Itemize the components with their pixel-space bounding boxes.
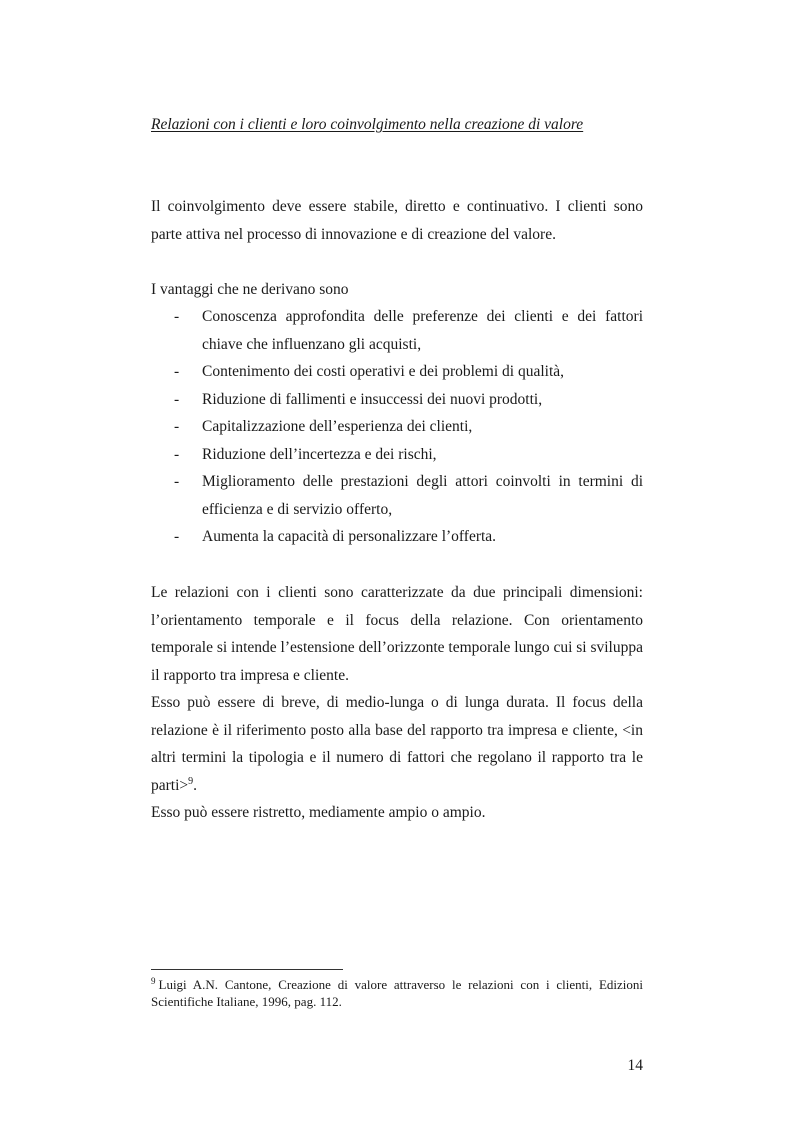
- dimensions-text-2-body: Esso può essere di breve, di medio-lunga o di lunga durata. Il focus della relazione è il riferimento posto alla base del rapporto tra impresa e cliente, <in altri termini la tipologia e il numero di fattori che regolano il rapporto tra le parti>: [151, 694, 643, 794]
- list-item: [151, 468, 643, 523]
- footnote-reference[interactable]: 9: [188, 775, 194, 787]
- bullet-dash: -: [174, 390, 180, 408]
- bullet-dash: -: [174, 418, 180, 435]
- footnote-text: Luigi A.N. Cantone, Creazione di valore attraverso le relazioni con i clienti, Edizioni Scientifiche Italiane, 1996, pag. 112.: [151, 977, 643, 1009]
- list-item: [151, 441, 643, 469]
- bullet-dash: -: [174, 528, 180, 545]
- advantages-list: [151, 303, 643, 551]
- bullet-dash: -: [174, 445, 180, 463]
- list-item-text: Contenimento dei costi operativi e dei problemi di qualità,: [202, 363, 565, 380]
- footnote: [151, 976, 643, 1010]
- list-item-text: Conoscenza approfondita delle preferenze dei clienti e dei fattori chiave che influenzano gli acquisti,: [202, 308, 643, 353]
- list-item: [151, 386, 643, 414]
- dimensions-text-2-end: .: [193, 776, 198, 794]
- bullet-dash: -: [174, 473, 180, 490]
- list-item-text: Riduzione dell’incertezza e dei rischi,: [202, 445, 437, 463]
- bullet-dash: -: [174, 308, 180, 325]
- list-item: [151, 523, 643, 551]
- bullet-dash: -: [174, 363, 180, 380]
- list-item-text: Aumenta la capacità di personalizzare l’offerta.: [202, 528, 497, 545]
- section-heading: Relazioni con i clienti e loro coinvolgimento nella creazione di valore: [151, 116, 584, 133]
- dimensions-text-3: Esso può essere ristretto, mediamente ampio o ampio.: [151, 804, 486, 821]
- paragraph-dimensions: [151, 579, 643, 827]
- list-item: [151, 413, 643, 441]
- list-item: [151, 358, 643, 386]
- page-number: 14: [627, 1057, 643, 1074]
- dimensions-text-2: [151, 689, 643, 799]
- footnote-separator: [151, 969, 343, 970]
- list-item-text: Capitalizzazione dell’esperienza dei clienti,: [202, 418, 473, 435]
- paragraph-involvement: Il coinvolgimento deve essere stabile, diretto e continuativo. I clienti sono parte attiva nel processo di innovazione e di creazione del valore.: [151, 198, 643, 243]
- list-item-text: Riduzione di fallimenti e insuccessi dei nuovi prodotti,: [202, 390, 543, 408]
- list-item-text: Miglioramento delle prestazioni degli attori coinvolti in termini di efficienza e di servizio offerto,: [202, 473, 643, 518]
- dimensions-text-1: Le relazioni con i clienti sono caratterizzate da due principali dimensioni: l’orientamento temporale e il focus della relazione. Con orientamento temporale si intende l’estensione dell’orizzonte temporale lungo cui si sviluppa il rapporto tra impresa e cliente.: [151, 584, 643, 684]
- footnote-number: 9: [151, 975, 156, 986]
- list-item: [151, 303, 643, 358]
- list-intro: I vantaggi che ne derivano sono: [151, 281, 349, 298]
